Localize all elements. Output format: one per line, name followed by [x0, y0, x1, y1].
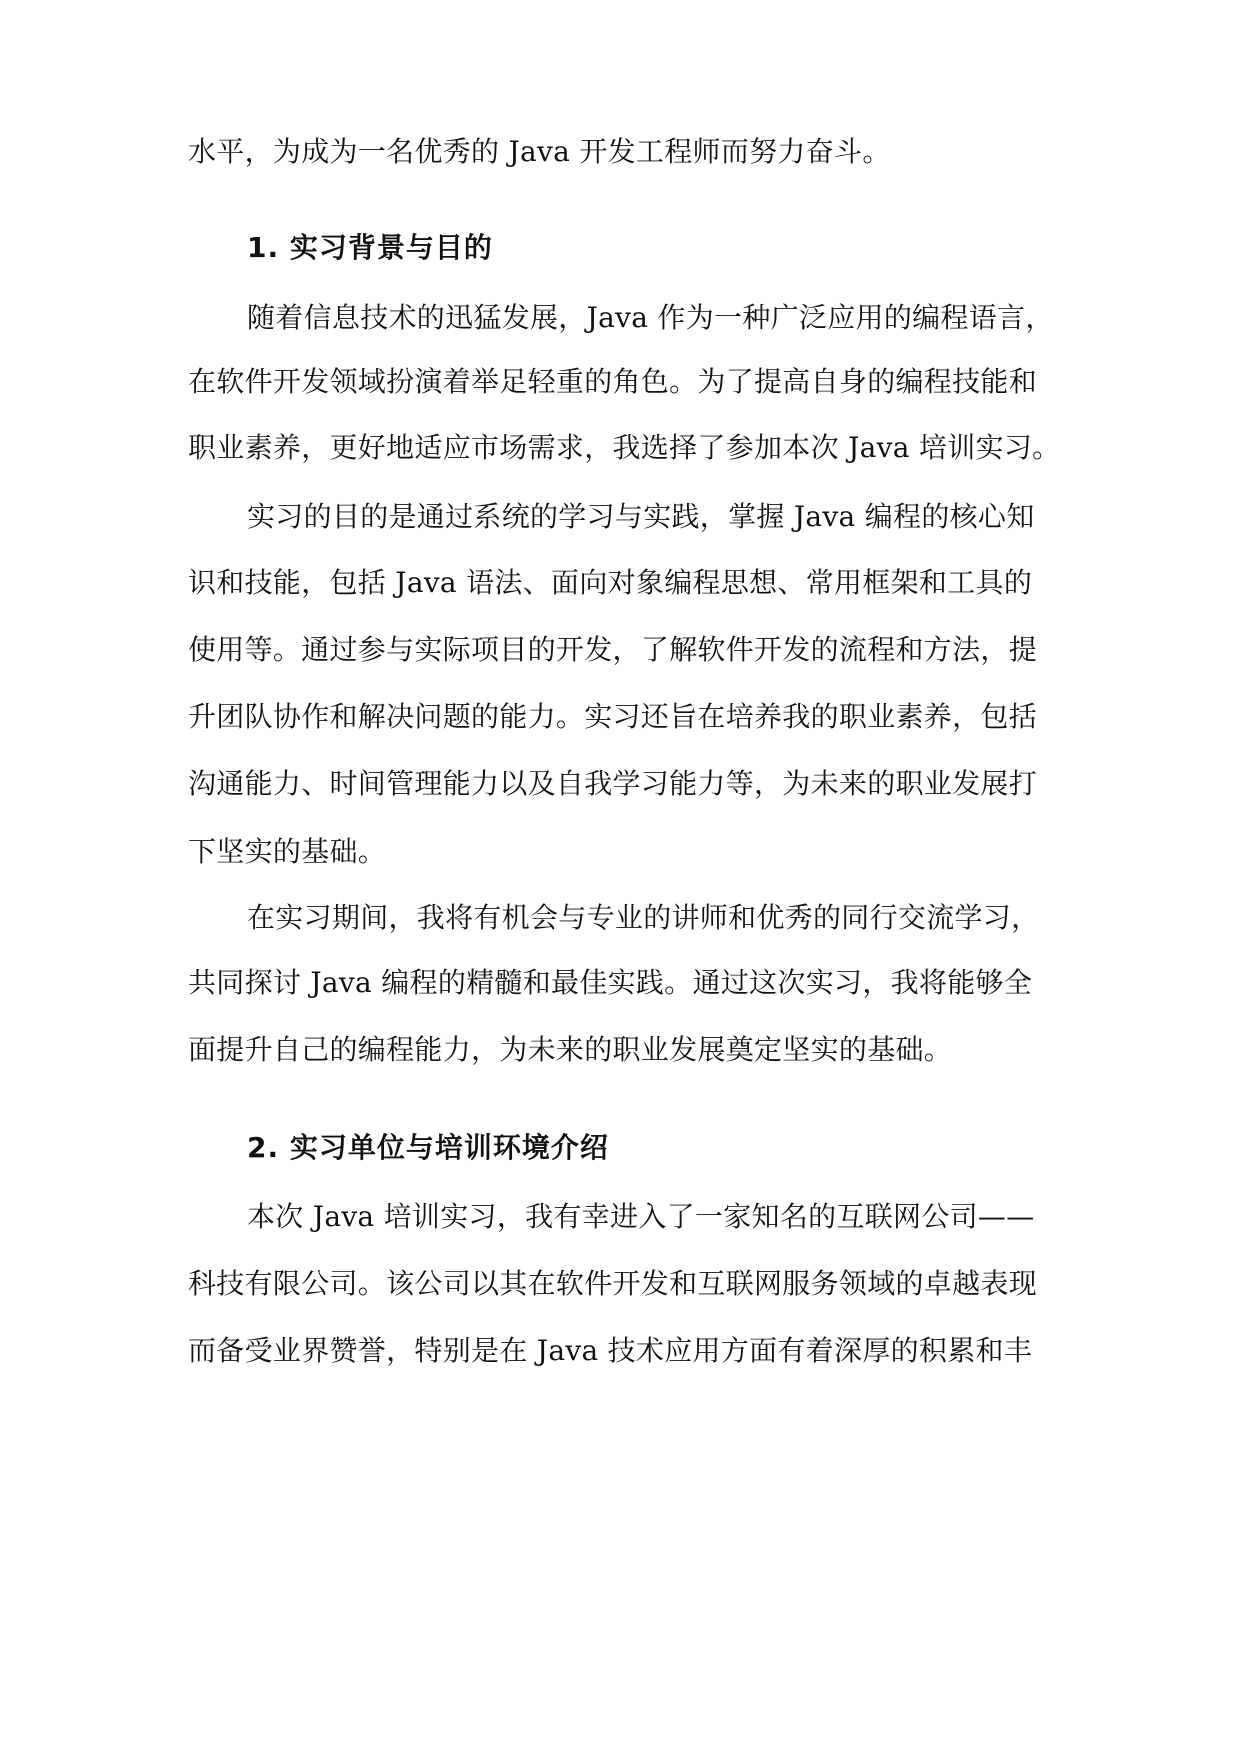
section-2-paragraph-1-line: 本次 Java 培训实习，我有幸进入了一家知名的互联网公司——: [247, 1200, 1035, 1233]
section-1-paragraph-1-line: 职业素养，更好地适应市场需求，我选择了参加本次 Java 培训实习。: [188, 431, 1061, 464]
section-1-paragraph-2-line: 沟通能力、时间管理能力以及自我学习能力等，为未来的职业发展打: [188, 767, 1038, 800]
intro-text-line: 水平，为成为一名优秀的 Java 开发工程师而努力奋斗。: [188, 135, 891, 168]
section-2-heading: 2. 实习单位与培训环境介绍: [247, 1131, 609, 1164]
section-1-paragraph-2-line: 使用等。通过参与实际项目的开发，了解软件开发的流程和方法，提: [188, 633, 1038, 666]
section-1-heading: 1. 实习背景与目的: [247, 231, 493, 264]
section-1-paragraph-2-line: 识和技能，包括 Java 语法、面向对象编程思想、常用框架和工具的: [188, 566, 1033, 599]
section-1-paragraph-1-line: 在软件开发领域扮演着举足轻重的角色。为了提高自身的编程技能和: [188, 365, 1038, 398]
section-1-paragraph-2-line: 实习的目的是通过系统的学习与实践，掌握 Java 编程的核心知: [247, 500, 1035, 533]
section-2-paragraph-1-line: 而备受业界赞誉，特别是在 Java 技术应用方面有着深厚的积累和丰: [188, 1334, 1033, 1367]
section-2-paragraph-1-line: 科技有限公司。该公司以其在软件开发和互联网服务领域的卓越表现: [188, 1267, 1038, 1300]
section-1-paragraph-2-line: 升团队协作和解决问题的能力。实习还旨在培养我的职业素养，包括: [188, 700, 1038, 733]
section-1-paragraph-1-line: 随着信息技术的迅猛发展，Java 作为一种广泛应用的编程语言，: [247, 301, 1054, 334]
section-1-paragraph-2-line: 下坚实的基础。: [188, 835, 387, 868]
section-1-paragraph-3-line: 面提升自己的编程能力，为未来的职业发展奠定坚实的基础。: [188, 1033, 953, 1066]
section-1-paragraph-3-line: 在实习期间，我将有机会与专业的讲师和优秀的同行交流学习，: [247, 901, 1040, 934]
section-1-paragraph-3-line: 共同探讨 Java 编程的精髓和最佳实践。通过这次实习，我将能够全: [188, 966, 1033, 999]
